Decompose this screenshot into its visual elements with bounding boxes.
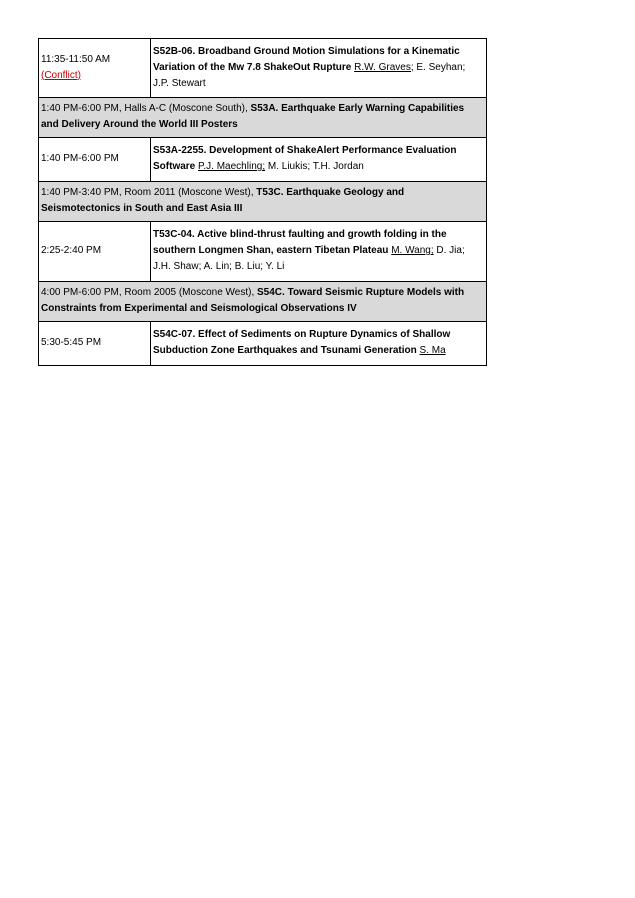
- session-row: [39, 98, 487, 138]
- session-row: [39, 282, 487, 322]
- table-row: [39, 322, 487, 366]
- session-time-place: 4:00 PM-6:00 PM, Room 2005 (Moscone West),: [41, 287, 258, 298]
- co-authors: D. Jia; J.H. Shaw; A. Lin; B. Liu; Y. Li: [153, 245, 465, 272]
- talk-time: 11:35-11:50 AM: [41, 53, 111, 65]
- presenting-author: P.J. Maechling;: [198, 161, 266, 172]
- session-cell: [39, 98, 487, 138]
- session-title: S53A. Earthquake Early Warning Capabilities and Delivery Around the World III Posters: [41, 103, 465, 130]
- talk-time-cell: [39, 138, 151, 182]
- talk-description-cell: [151, 39, 487, 98]
- co-authors: E. Seyhan; J.P. Stewart: [153, 61, 466, 89]
- session-row: [39, 182, 487, 222]
- talk-time: 2:25-2:40 PM: [41, 245, 102, 256]
- session-cell: [39, 282, 487, 322]
- presenting-author: R.W. Graves;: [354, 61, 414, 73]
- table-row: [39, 39, 487, 98]
- table-row: [39, 222, 487, 282]
- talk-title: S54C-07. Effect of Sediments on Rupture Dynamics of Shallow Subduction Zone Earthquakes and Tsunami Generation: [153, 329, 451, 356]
- talk-description-cell: [151, 222, 487, 282]
- session-time-place: 1:40 PM-6:00 PM, Halls A-C (Moscone South),: [41, 103, 251, 114]
- talk-title: T53C-04. Active blind-thrust faulting and growth folding in the southern Longmen Shan, eastern Tibetan Plateau: [153, 229, 447, 256]
- co-authors: M. Liukis; T.H. Jordan: [265, 161, 364, 172]
- talk-title: S53A-2255. Development of ShakeAlert Performance Evaluation Software: [153, 145, 457, 172]
- talk-time-cell: [39, 222, 151, 282]
- table-row: [39, 138, 487, 182]
- talk-time-cell: [39, 39, 151, 98]
- session-title: S54C. Toward Seismic Rupture Models with Constraints from Experimental and Seismological Observations IV: [41, 287, 465, 314]
- talk-time: 5:30-5:45 PM: [41, 337, 102, 348]
- presenting-author: S. Ma: [419, 345, 446, 356]
- presenting-author: M. Wang;: [391, 245, 434, 256]
- talk-description-cell: [151, 138, 487, 182]
- session-time-place: 1:40 PM-3:40 PM, Room 2011 (Moscone West),: [41, 187, 257, 198]
- session-title: T53C. Earthquake Geology and Seismotectonics in South and East Asia III: [41, 187, 405, 214]
- session-cell: [39, 182, 487, 222]
- talk-description-cell: [151, 322, 487, 366]
- conflict-link[interactable]: (Conflict): [41, 69, 82, 81]
- talk-time: 1:40 PM-6:00 PM: [41, 153, 119, 164]
- talk-title: S52B-06. Broadband Ground Motion Simulations for a Kinematic Variation of the Mw 7.8 ShakeOut Rupture: [153, 45, 460, 73]
- schedule-table: [38, 38, 487, 366]
- talk-time-cell: [39, 322, 151, 366]
